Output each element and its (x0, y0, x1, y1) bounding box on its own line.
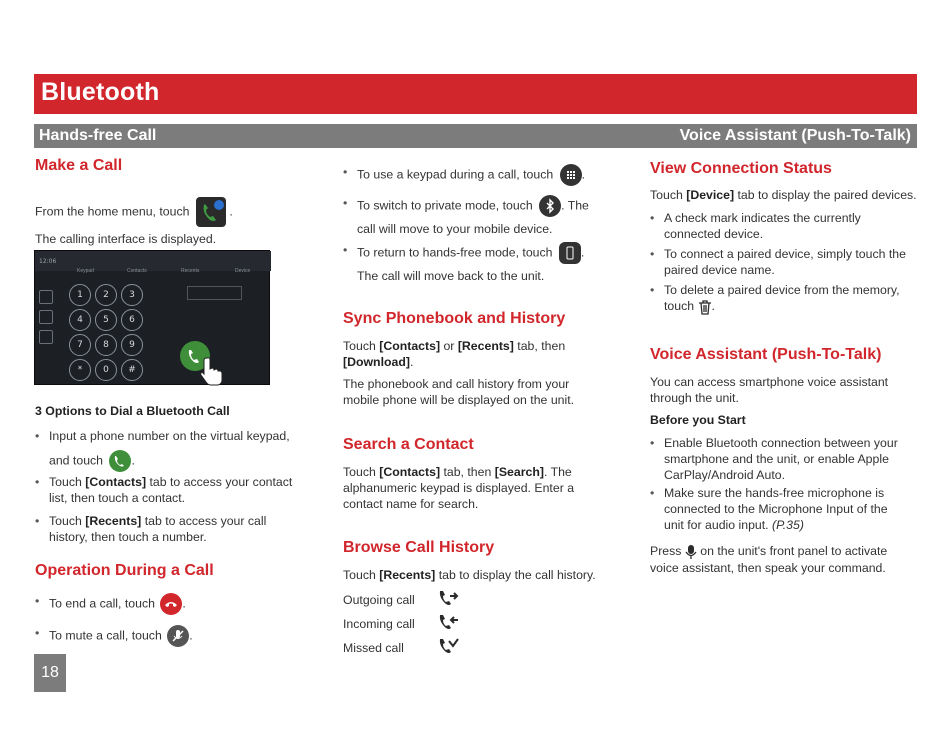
connect-item (664, 246, 906, 278)
keypad-key: 9 (121, 334, 143, 356)
delete-item (664, 282, 900, 315)
browse-recents-bold: [Recents] (379, 568, 436, 582)
page-title: Bluetooth (41, 78, 160, 106)
handsfree-mode-line2: The call will move back to the unit. (357, 269, 545, 283)
mic-line2: connected to the Microphone Input of the (664, 502, 888, 516)
missed-call-label: Missed call (343, 641, 404, 655)
sync-post: tab, then (513, 339, 566, 353)
press-text: Press (650, 544, 682, 558)
mic-line1: • Make sure the hands-free microphone is (664, 486, 885, 500)
trash-icon (698, 299, 712, 315)
option-recents-pre: Touch (49, 514, 86, 528)
keypad-key: 4 (69, 309, 91, 331)
sync-heading: Sync Phonebook and History (343, 310, 566, 327)
press-suffix: on the unit's front panel to activate (700, 544, 888, 558)
end-call-item: • To end a call, touch . (49, 593, 186, 615)
delete-line1: • To delete a paired device from the memory, (664, 283, 900, 297)
sync-contacts-bold: [Contacts] (379, 339, 441, 353)
manual-page (0, 42, 950, 692)
keypad-key: # (121, 359, 143, 381)
option-recents-bold: [Recents] (85, 514, 142, 528)
from-home-label: From the home menu, touch (35, 204, 190, 219)
sync-recents-bold: [Recents] (457, 339, 514, 353)
search-line2: alphanumeric keypad is displayed. Enter a (343, 481, 575, 495)
check-line1: • A check mark indicates the currently (664, 211, 861, 225)
mute-call-item: • To mute a call, touch . (49, 625, 193, 647)
private-mode-text: To switch to private mode, touch (357, 198, 533, 213)
delete-line2 (664, 298, 900, 315)
view-connection-heading: View Connection Status (650, 160, 832, 177)
keypad-during-call-item: • To use a keypad during a call, touch . (357, 164, 585, 186)
handsfree-mode-item: • To return to hands-free mode, touch . The call will move back to the unit. (357, 242, 584, 284)
sync-line3: The phonebook and call history from your (343, 377, 570, 391)
browse-pre: Touch (343, 568, 380, 582)
keypad-key: 3 (121, 284, 143, 306)
sync-pre: Touch (343, 339, 380, 353)
screen-tab-recents: Recents (181, 268, 200, 274)
private-mode-suffix: . The (561, 198, 589, 213)
incoming-call-label: Incoming call (343, 617, 415, 631)
enable-line2: smartphone and the unit, or enable Apple (664, 452, 889, 466)
option-contacts-post: tab to access your contact (146, 475, 293, 489)
options-heading: 3 Options to Dial a Bluetooth Call (35, 404, 230, 418)
connect-line1: • To connect a paired device, simply touch the (664, 247, 906, 261)
option-recents-line2: history, then touch a number. (49, 530, 207, 544)
section-title-handsfree: Hands-free Call (39, 127, 157, 144)
screen-tab-device: Device (235, 268, 251, 274)
keypad-key: 6 (121, 309, 143, 331)
check-line2: connected device. (664, 227, 764, 241)
before-you-start-heading: Before you Start (650, 413, 746, 427)
option-contacts-pre: Touch (49, 475, 86, 489)
check-mark-item (664, 210, 861, 242)
sync-line4: mobile phone will be displayed on the unit. (343, 393, 575, 407)
option-keypad-line2-text: and touch (49, 453, 104, 468)
view-connection-text (650, 187, 917, 203)
sync-download-bold: [Download] (343, 355, 410, 369)
delete-touch-text: touch (664, 299, 695, 313)
enable-line3: CarPlay/Android Auto. (664, 468, 785, 482)
option-contacts-bold: [Contacts] (85, 475, 147, 489)
search-search-bold: [Search] (494, 465, 544, 479)
microphone-icon (685, 544, 697, 560)
browse-heading: Browse Call History (343, 539, 495, 556)
make-call-heading: Make a Call (35, 157, 123, 174)
view-device-bold: [Device] (686, 188, 735, 202)
view-post: tab to display the paired devices. (734, 188, 917, 202)
press-line2: voice assistant, then speak your command. (650, 561, 886, 575)
keypad-key: 7 (69, 334, 91, 356)
search-heading: Search a Contact (343, 436, 474, 453)
private-mode-line2: call will move to your mobile device. (357, 222, 553, 236)
page-number: 18 (34, 654, 66, 692)
keypad-during-call-text: To use a keypad during a call, touch (357, 167, 554, 182)
from-home-text: From the home menu, touch . (35, 197, 233, 227)
search-contacts-bold: [Contacts] (379, 465, 441, 479)
sync-mid: or (440, 339, 458, 353)
keypad-key: 0 (95, 359, 117, 381)
mute-call-text: To mute a call, touch (49, 628, 162, 643)
option-keypad-line1: • Input a phone number on the virtual keypad, (49, 429, 290, 443)
search-line3: contact name for search. (343, 497, 479, 511)
search-pre: Touch (343, 465, 380, 479)
voice-assistant-heading: Voice Assistant (Push-To-Talk) (650, 346, 882, 363)
mic-line3 (664, 517, 888, 533)
operation-heading: Operation During a Call (35, 562, 214, 579)
section-title-voice-assistant: Voice Assistant (Push-To-Talk) (679, 127, 911, 144)
connect-line2: paired device name. (664, 263, 775, 277)
keypad-key: 8 (95, 334, 117, 356)
keypad-key: 1 (69, 284, 91, 306)
mic-line3-text: unit for audio input. (664, 518, 773, 532)
option-keypad-line2: and touch . (49, 450, 290, 472)
option-recents-post: tab to access your call (141, 514, 267, 528)
outgoing-call-label: Outgoing call (343, 593, 415, 607)
screen-time: 12:06 (39, 258, 57, 265)
browse-post: tab to display the call history. (435, 568, 596, 582)
enable-bluetooth-item (664, 435, 898, 483)
end-call-text: To end a call, touch (49, 596, 155, 611)
search-mid: tab, then (440, 465, 495, 479)
handsfree-mode-text: To return to hands-free mode, touch (357, 245, 553, 260)
screen-tab-contacts: Contacts (127, 268, 147, 274)
screen-tab-keypad: Keypad (77, 268, 94, 274)
keypad-key: * (69, 359, 91, 381)
va-line1: You can access smartphone voice assistant (650, 375, 889, 389)
sync-period: . (409, 355, 414, 369)
microphone-item (664, 485, 888, 533)
keypad-key: 5 (95, 309, 117, 331)
calling-interface-text: The calling interface is displayed. (35, 232, 217, 246)
page-reference: (P.35) (772, 518, 804, 532)
column-3 (0, 42, 950, 692)
search-post: . The (543, 465, 572, 479)
va-line2: through the unit. (650, 391, 739, 405)
enable-line1: • Enable Bluetooth connection between your (664, 436, 898, 450)
keypad-key: 2 (95, 284, 117, 306)
delete-period: . (711, 299, 715, 313)
press-line1 (650, 543, 887, 560)
option-contacts-line2: list, then touch a contact. (49, 491, 186, 505)
view-pre: Touch (650, 188, 687, 202)
